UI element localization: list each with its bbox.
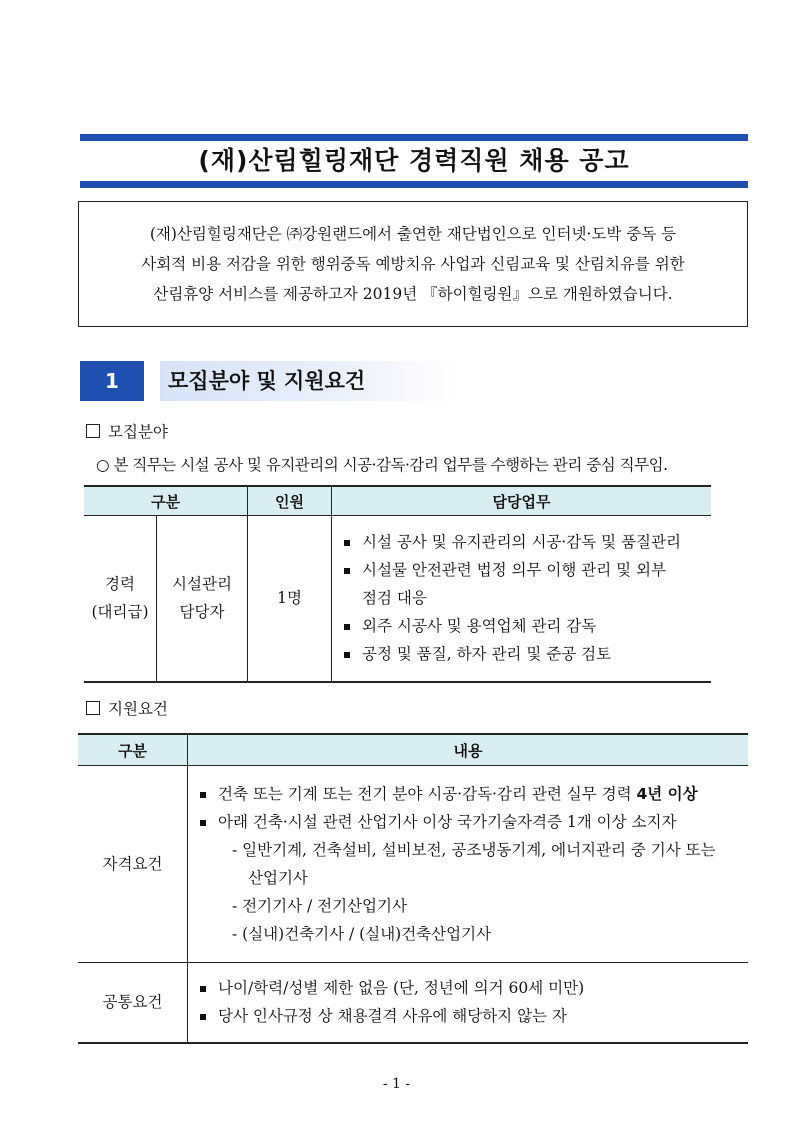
qual-content (188, 766, 749, 963)
recruit-type-line: (대리급) (91, 603, 149, 622)
duty-text: 점검 대응 (362, 589, 427, 608)
recruit-position-line: 시설관리 (172, 575, 232, 594)
section-number: 1 (80, 361, 144, 401)
qual-sub-item: - 전기기사 / 전기산업기사 (232, 897, 407, 915)
header-category: 구분 (84, 486, 248, 516)
qual-item-text: 건축 또는 기계 또는 전기 분야 시공·감독·감리 관련 실무 경력 (218, 785, 632, 803)
requirements-heading (86, 697, 168, 719)
duty-item (336, 528, 703, 556)
header-category: 구분 (78, 734, 188, 766)
qual-sub-item: - (실내)건축기사 / (실내)건축산업기사 (232, 925, 492, 943)
header-count: 인원 (248, 486, 332, 516)
bullet-square-icon (344, 652, 350, 658)
qual-item (192, 780, 744, 808)
header-content: 내용 (188, 734, 749, 766)
recruit-position (157, 516, 248, 682)
recruit-count: 1명 (248, 516, 332, 682)
page-title: (재)산림힐링재단 경력직원 채용 공고 (198, 146, 630, 175)
recruit-type (84, 516, 157, 682)
checkbox-square-icon (86, 424, 100, 438)
title-bar-top (80, 134, 748, 141)
intro-line: 사회적 비용 저감을 위한 행위중독 예방치유 사업과 신림교육 및 산림치유를 위한 (141, 255, 685, 273)
page-number: - 1 - (382, 1076, 411, 1092)
bullet-square-icon (344, 540, 350, 546)
duty-text: 시설물 안전관련 법정 의무 이행 관리 및 외부 (362, 561, 667, 580)
qual-item-text: 아래 건축·시설 관련 산업기사 이상 국가기술자격증 1개 이상 소지자 (218, 813, 677, 831)
bullet-square-icon (344, 568, 350, 574)
intro-box (78, 201, 748, 327)
intro-line: 산림휴양 서비스를 제공하고자 2019년 『하이힐링원』으로 개원하였습니다. (153, 285, 673, 303)
qual-label: 자격요건 (78, 766, 188, 963)
recruit-heading (86, 420, 168, 442)
title-bar-bottom (80, 181, 748, 188)
recruit-description: ○ 본 직무는 시설 공사 및 유지관리의 시공·감독·감리 업무를 수행하는 관리 중심 직무임. (96, 456, 668, 474)
duty-text: 시설 공사 및 유지관리의 시공·감독 및 품질관리 (362, 533, 681, 552)
intro-line: (재)산림힐링재단은 ㈜강원랜드에서 출연한 재단법인으로 인터넷·도박 중독 등 (149, 225, 677, 243)
duty-item (336, 556, 703, 584)
qual-sub-item: - 일반기계, 건축설비, 설비보전, 공조냉동기계, 에너지관리 중 기사 또는 (232, 841, 716, 859)
common-item (192, 974, 744, 1002)
duty-item (336, 612, 703, 640)
bullet-square-icon (200, 820, 206, 826)
common-content (188, 963, 749, 1043)
qual-sub-item-continued: 산업기사 (248, 869, 308, 887)
duty-item (336, 640, 703, 668)
common-item-text: 나이/학력/성별 제한 없음 (단, 정년에 의거 60세 미만) (218, 979, 585, 998)
bullet-square-icon (200, 1014, 206, 1020)
bullet-square-icon (344, 624, 350, 630)
common-item-text: 당사 인사규정 상 채용결격 사유에 해당하지 않는 자 (218, 1007, 567, 1026)
common-item (192, 1002, 744, 1030)
recruit-heading-label: 모집분야 (108, 423, 168, 441)
qual-item (192, 808, 744, 836)
requirements-heading-label: 지원요건 (108, 700, 168, 718)
requirements-table (78, 733, 748, 1044)
recruit-duties (332, 516, 712, 682)
section-title: 모집분야 및 지원요건 (160, 361, 460, 401)
header-duties: 담당업무 (332, 486, 712, 516)
recruit-table (84, 485, 711, 683)
bullet-square-icon (200, 986, 206, 992)
recruit-position-line: 담당자 (179, 603, 225, 622)
duty-text: 공정 및 품질, 하자 관리 및 준공 검토 (362, 645, 612, 664)
qual-item-highlight: 4년 이상 (636, 785, 698, 803)
duty-item-continued (336, 584, 703, 612)
common-label: 공통요건 (78, 963, 188, 1043)
recruit-type-line: 경력 (105, 575, 135, 594)
duty-text: 외주 시공사 및 용역업체 관리 감독 (362, 617, 597, 636)
checkbox-square-icon (86, 701, 100, 715)
bullet-square-icon (200, 792, 206, 798)
